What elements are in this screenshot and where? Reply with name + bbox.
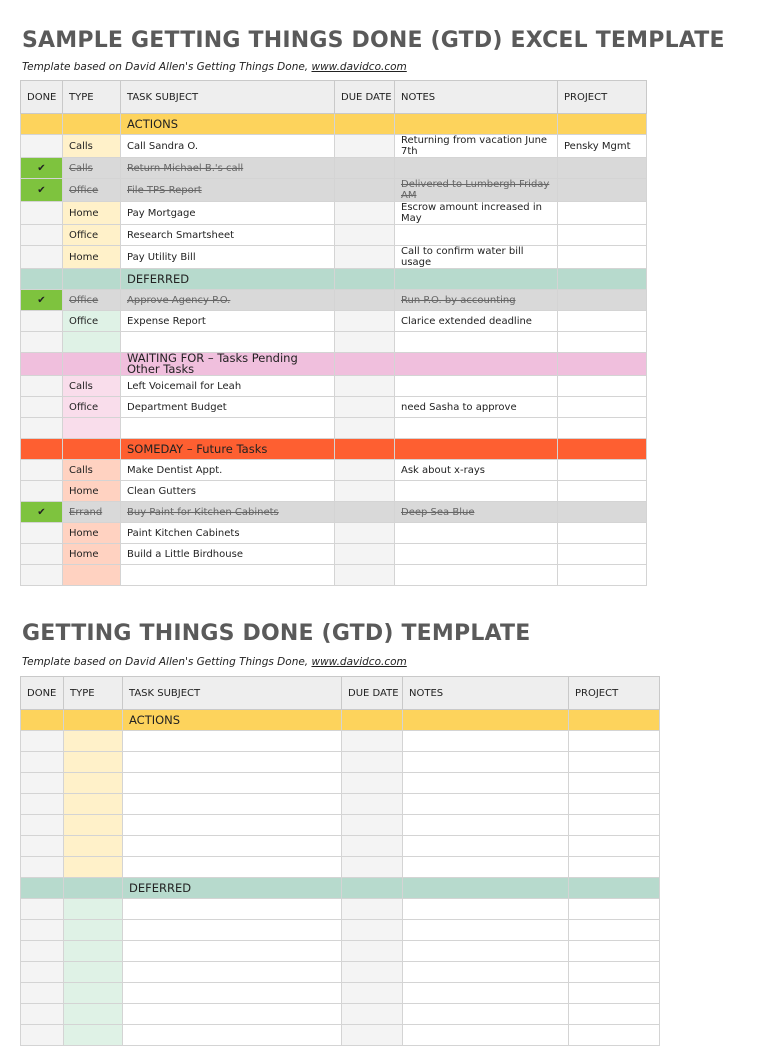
- due-date-cell[interactable]: [342, 857, 403, 878]
- task-subject-cell[interactable]: [121, 332, 335, 353]
- done-cell[interactable]: [21, 752, 64, 773]
- done-cell[interactable]: [21, 523, 63, 544]
- type-cell[interactable]: Office: [63, 311, 121, 332]
- blank-subtitle: [22, 656, 407, 668]
- blank-task-row: [21, 731, 660, 752]
- type-cell[interactable]: Calls: [63, 376, 121, 397]
- header-project: PROJECT: [569, 677, 660, 710]
- task-row: [21, 418, 647, 439]
- blank-task-row: [21, 815, 660, 836]
- project-cell[interactable]: [558, 290, 647, 311]
- task-subject-cell[interactable]: [123, 983, 342, 1004]
- header-type: TYPE: [63, 81, 121, 114]
- done-cell[interactable]: [21, 460, 63, 481]
- section-notes-cell: [403, 710, 569, 731]
- type-cell[interactable]: [64, 752, 123, 773]
- type-cell[interactable]: Home: [63, 202, 121, 225]
- done-cell[interactable]: [21, 962, 64, 983]
- section-label: ACTIONS: [121, 114, 335, 135]
- type-cell[interactable]: Office: [63, 290, 121, 311]
- section-done-cell: [21, 439, 63, 460]
- task-row: [21, 225, 647, 246]
- task-subject-cell[interactable]: [123, 857, 342, 878]
- task-subject-cell[interactable]: Research Smartsheet: [121, 225, 335, 246]
- section-header-deferred: [21, 269, 647, 290]
- type-cell[interactable]: [64, 1004, 123, 1025]
- section-notes-cell: [395, 269, 558, 290]
- type-cell[interactable]: Calls: [63, 158, 121, 179]
- section-project-cell: [569, 710, 660, 731]
- task-subject-cell[interactable]: Make Dentist Appt.: [121, 460, 335, 481]
- project-cell[interactable]: [569, 794, 660, 815]
- section-project-cell: [558, 439, 647, 460]
- project-cell[interactable]: [558, 246, 647, 269]
- done-cell[interactable]: [21, 731, 64, 752]
- notes-cell[interactable]: [403, 815, 569, 836]
- header-task-subject: TASK SUBJECT: [123, 677, 342, 710]
- notes-cell[interactable]: [395, 565, 558, 586]
- task-subject-cell[interactable]: Build a Little Birdhouse: [121, 544, 335, 565]
- done-checkmark[interactable]: ✔: [21, 502, 63, 523]
- done-cell[interactable]: [21, 565, 63, 586]
- due-date-cell[interactable]: [335, 202, 395, 225]
- section-done-cell: [21, 710, 64, 731]
- notes-cell[interactable]: [403, 773, 569, 794]
- section-notes-cell: [395, 439, 558, 460]
- task-subject-cell[interactable]: Clean Gutters: [121, 481, 335, 502]
- due-date-cell[interactable]: [342, 920, 403, 941]
- section-header-deferred: [21, 878, 660, 899]
- header-project: PROJECT: [558, 81, 647, 114]
- project-cell[interactable]: [569, 752, 660, 773]
- done-cell[interactable]: [21, 899, 64, 920]
- section-header-actions: [21, 114, 647, 135]
- notes-cell[interactable]: Delivered to Lumbergh Friday AM: [395, 179, 558, 202]
- notes-cell[interactable]: Clarice extended deadline: [395, 311, 558, 332]
- done-cell[interactable]: [21, 376, 63, 397]
- type-cell[interactable]: [64, 899, 123, 920]
- notes-cell[interactable]: Call to confirm water bill usage: [395, 246, 558, 269]
- done-cell[interactable]: [21, 773, 64, 794]
- section-done-cell: [21, 353, 63, 376]
- type-cell[interactable]: [64, 815, 123, 836]
- done-cell[interactable]: [21, 544, 63, 565]
- done-checkmark[interactable]: ✔: [21, 290, 63, 311]
- blank-task-row: [21, 1025, 660, 1046]
- project-cell[interactable]: [569, 836, 660, 857]
- blank-task-row: [21, 836, 660, 857]
- task-row: [21, 544, 647, 565]
- header-notes: NOTES: [403, 677, 569, 710]
- section-due-cell: [342, 878, 403, 899]
- type-cell[interactable]: Home: [63, 523, 121, 544]
- project-cell[interactable]: [558, 225, 647, 246]
- project-cell[interactable]: [569, 857, 660, 878]
- type-cell[interactable]: Office: [63, 225, 121, 246]
- type-cell[interactable]: [64, 773, 123, 794]
- task-row: [21, 202, 647, 225]
- project-cell[interactable]: [569, 941, 660, 962]
- notes-cell[interactable]: need Sasha to approve: [395, 397, 558, 418]
- task-subject-cell[interactable]: Expense Report: [121, 311, 335, 332]
- notes-cell[interactable]: [403, 920, 569, 941]
- task-subject-cell[interactable]: [123, 899, 342, 920]
- section-project-cell: [558, 114, 647, 135]
- due-date-cell[interactable]: [342, 983, 403, 1004]
- done-cell[interactable]: [21, 1004, 64, 1025]
- due-date-cell[interactable]: [335, 397, 395, 418]
- notes-cell[interactable]: [403, 752, 569, 773]
- task-subject-cell[interactable]: [123, 731, 342, 752]
- notes-cell[interactable]: [403, 941, 569, 962]
- task-row: [21, 523, 647, 544]
- done-cell[interactable]: [21, 983, 64, 1004]
- section-type-cell: [63, 114, 121, 135]
- done-cell[interactable]: [21, 920, 64, 941]
- type-cell[interactable]: [64, 731, 123, 752]
- section-notes-cell: [403, 878, 569, 899]
- due-date-cell[interactable]: [335, 332, 395, 353]
- done-cell[interactable]: [21, 1025, 64, 1046]
- due-date-cell[interactable]: [342, 899, 403, 920]
- type-cell[interactable]: [64, 794, 123, 815]
- header-due-date: DUE DATE: [342, 677, 403, 710]
- due-date-cell[interactable]: [335, 376, 395, 397]
- done-cell[interactable]: [21, 311, 63, 332]
- type-cell[interactable]: [64, 941, 123, 962]
- due-date-cell[interactable]: [342, 731, 403, 752]
- blank-task-row: [21, 899, 660, 920]
- blank-task-row: [21, 920, 660, 941]
- project-cell[interactable]: [569, 773, 660, 794]
- done-cell[interactable]: [21, 332, 63, 353]
- task-row: [21, 376, 647, 397]
- task-subject-cell[interactable]: Approve Agency P.O.: [121, 290, 335, 311]
- section-notes-cell: [395, 353, 558, 376]
- section-header-waiting: [21, 353, 647, 376]
- notes-cell[interactable]: Ask about x-rays: [395, 460, 558, 481]
- blank-task-row: [21, 962, 660, 983]
- due-date-cell[interactable]: [342, 1025, 403, 1046]
- blank-task-row: [21, 857, 660, 878]
- blank-task-row: [21, 1004, 660, 1025]
- project-cell[interactable]: Pensky Mgmt: [558, 135, 647, 158]
- header-notes: NOTES: [395, 81, 558, 114]
- project-cell[interactable]: [569, 1025, 660, 1046]
- header-due-date: DUE DATE: [335, 81, 395, 114]
- section-type-cell: [63, 353, 121, 376]
- project-cell[interactable]: [569, 899, 660, 920]
- due-date-cell[interactable]: [335, 502, 395, 523]
- task-subject-cell[interactable]: [123, 1004, 342, 1025]
- type-cell[interactable]: [63, 332, 121, 353]
- notes-cell[interactable]: [395, 481, 558, 502]
- notes-cell[interactable]: [403, 983, 569, 1004]
- done-cell[interactable]: [21, 135, 63, 158]
- type-cell[interactable]: [63, 565, 121, 586]
- project-cell[interactable]: [569, 962, 660, 983]
- due-date-cell[interactable]: [342, 815, 403, 836]
- subtitle-text: Template based on David Allen's Getting Things Done,: [22, 656, 312, 668]
- notes-cell[interactable]: [403, 836, 569, 857]
- section-label: WAITING FOR – Tasks Pending Other Tasks: [121, 353, 335, 376]
- notes-cell[interactable]: Run P.O. by accounting: [395, 290, 558, 311]
- task-subject-cell[interactable]: Call Sandra O.: [121, 135, 335, 158]
- section-done-cell: [21, 269, 63, 290]
- section-project-cell: [558, 269, 647, 290]
- section-due-cell: [342, 710, 403, 731]
- task-subject-cell[interactable]: Pay Utility Bill: [121, 246, 335, 269]
- type-cell[interactable]: Home: [63, 544, 121, 565]
- task-subject-cell[interactable]: [121, 565, 335, 586]
- project-cell[interactable]: [569, 983, 660, 1004]
- type-cell[interactable]: Office: [63, 179, 121, 202]
- due-date-cell[interactable]: [335, 481, 395, 502]
- davidco-link[interactable]: www.davidco.com: [311, 656, 407, 668]
- done-cell[interactable]: [21, 481, 63, 502]
- due-date-cell[interactable]: [335, 418, 395, 439]
- due-date-cell[interactable]: [342, 773, 403, 794]
- blank-task-row: [21, 983, 660, 1004]
- header-row: [21, 81, 647, 114]
- project-cell[interactable]: [558, 158, 647, 179]
- project-cell[interactable]: [558, 397, 647, 418]
- task-subject-cell[interactable]: File TPS Report: [121, 179, 335, 202]
- notes-cell[interactable]: Deep Sea Blue: [395, 502, 558, 523]
- due-date-cell[interactable]: [335, 246, 395, 269]
- project-cell[interactable]: [558, 502, 647, 523]
- due-date-cell[interactable]: [342, 752, 403, 773]
- sample-title: SAMPLE GETTING THINGS DONE (GTD) EXCEL TEMPLATE: [22, 28, 725, 53]
- done-checkmark[interactable]: ✔: [21, 158, 63, 179]
- notes-cell[interactable]: [395, 376, 558, 397]
- task-subject-cell[interactable]: [123, 920, 342, 941]
- due-date-cell[interactable]: [335, 290, 395, 311]
- header-done: DONE: [21, 677, 64, 710]
- type-cell[interactable]: [64, 836, 123, 857]
- header-type: TYPE: [64, 677, 123, 710]
- type-cell[interactable]: [64, 962, 123, 983]
- due-date-cell[interactable]: [335, 544, 395, 565]
- section-label: DEFERRED: [123, 878, 342, 899]
- task-row: [21, 179, 647, 202]
- due-date-cell[interactable]: [342, 941, 403, 962]
- header-done: DONE: [21, 81, 63, 114]
- project-cell[interactable]: [558, 202, 647, 225]
- task-subject-cell[interactable]: [123, 794, 342, 815]
- done-cell[interactable]: [21, 815, 64, 836]
- project-cell[interactable]: [569, 731, 660, 752]
- section-done-cell: [21, 114, 63, 135]
- section-header-someday: [21, 439, 647, 460]
- sample-gtd-table: [20, 80, 647, 586]
- davidco-link[interactable]: www.davidco.com: [311, 61, 407, 73]
- task-row: [21, 290, 647, 311]
- task-subject-cell[interactable]: Pay Mortgage: [121, 202, 335, 225]
- done-cell[interactable]: [21, 836, 64, 857]
- done-checkmark[interactable]: ✔: [21, 179, 63, 202]
- type-cell[interactable]: Calls: [63, 135, 121, 158]
- task-row: [21, 481, 647, 502]
- task-subject-cell[interactable]: [123, 1025, 342, 1046]
- task-row: [21, 246, 647, 269]
- project-cell[interactable]: [558, 311, 647, 332]
- project-cell[interactable]: [558, 376, 647, 397]
- task-subject-cell[interactable]: [123, 836, 342, 857]
- blank-task-row: [21, 941, 660, 962]
- due-date-cell[interactable]: [335, 135, 395, 158]
- type-cell[interactable]: [63, 418, 121, 439]
- task-row: [21, 397, 647, 418]
- task-row: [21, 502, 647, 523]
- type-cell[interactable]: Calls: [63, 460, 121, 481]
- subtitle-text: Template based on David Allen's Getting Things Done,: [22, 61, 312, 73]
- task-subject-cell[interactable]: [121, 418, 335, 439]
- type-cell[interactable]: Office: [63, 397, 121, 418]
- due-date-cell[interactable]: [342, 962, 403, 983]
- notes-cell[interactable]: [403, 1025, 569, 1046]
- notes-cell[interactable]: [403, 1004, 569, 1025]
- type-cell[interactable]: Errand: [63, 502, 121, 523]
- project-cell[interactable]: [569, 815, 660, 836]
- done-cell[interactable]: [21, 246, 63, 269]
- type-cell[interactable]: [64, 1025, 123, 1046]
- section-due-cell: [335, 269, 395, 290]
- due-date-cell[interactable]: [342, 1004, 403, 1025]
- task-subject-cell[interactable]: Paint Kitchen Cabinets: [121, 523, 335, 544]
- done-cell[interactable]: [21, 794, 64, 815]
- notes-cell[interactable]: [403, 794, 569, 815]
- task-subject-cell[interactable]: [123, 941, 342, 962]
- section-type-cell: [64, 710, 123, 731]
- blank-title: GETTING THINGS DONE (GTD) TEMPLATE: [22, 621, 531, 646]
- task-subject-cell[interactable]: [123, 752, 342, 773]
- project-cell[interactable]: [558, 179, 647, 202]
- project-cell[interactable]: [569, 1004, 660, 1025]
- due-date-cell[interactable]: [335, 565, 395, 586]
- blank-task-row: [21, 773, 660, 794]
- task-subject-cell[interactable]: Department Budget: [121, 397, 335, 418]
- due-date-cell[interactable]: [335, 225, 395, 246]
- project-cell[interactable]: [569, 920, 660, 941]
- project-cell[interactable]: [558, 332, 647, 353]
- task-subject-cell[interactable]: [123, 773, 342, 794]
- project-cell[interactable]: [558, 565, 647, 586]
- section-project-cell: [569, 878, 660, 899]
- notes-cell[interactable]: [395, 158, 558, 179]
- due-date-cell[interactable]: [335, 311, 395, 332]
- due-date-cell[interactable]: [335, 460, 395, 481]
- blank-gtd-table: [20, 676, 660, 1046]
- project-cell[interactable]: [558, 544, 647, 565]
- sample-subtitle: [22, 61, 407, 73]
- notes-cell[interactable]: [395, 544, 558, 565]
- project-cell[interactable]: [558, 418, 647, 439]
- type-cell[interactable]: Home: [63, 481, 121, 502]
- section-type-cell: [63, 269, 121, 290]
- due-date-cell[interactable]: [342, 836, 403, 857]
- notes-cell[interactable]: [403, 899, 569, 920]
- notes-cell[interactable]: [403, 731, 569, 752]
- due-date-cell[interactable]: [335, 179, 395, 202]
- section-project-cell: [558, 353, 647, 376]
- project-cell[interactable]: [558, 460, 647, 481]
- project-cell[interactable]: [558, 481, 647, 502]
- section-notes-cell: [395, 114, 558, 135]
- task-subject-cell[interactable]: Buy Paint for Kitchen Cabinets: [121, 502, 335, 523]
- notes-cell[interactable]: Returning from vacation June 7th: [395, 135, 558, 158]
- notes-cell[interactable]: Escrow amount increased in May: [395, 202, 558, 225]
- notes-cell[interactable]: [395, 332, 558, 353]
- task-row: [21, 565, 647, 586]
- blank-task-row: [21, 752, 660, 773]
- due-date-cell[interactable]: [335, 523, 395, 544]
- project-cell[interactable]: [558, 523, 647, 544]
- notes-cell[interactable]: [395, 523, 558, 544]
- section-label: SOMEDAY – Future Tasks: [121, 439, 335, 460]
- done-cell[interactable]: [21, 857, 64, 878]
- section-header-actions: [21, 710, 660, 731]
- notes-cell[interactable]: [395, 418, 558, 439]
- section-type-cell: [64, 878, 123, 899]
- type-cell[interactable]: Home: [63, 246, 121, 269]
- section-due-cell: [335, 353, 395, 376]
- blank-task-row: [21, 794, 660, 815]
- section-due-cell: [335, 439, 395, 460]
- done-cell[interactable]: [21, 225, 63, 246]
- section-done-cell: [21, 878, 64, 899]
- done-cell[interactable]: [21, 418, 63, 439]
- due-date-cell[interactable]: [342, 794, 403, 815]
- done-cell[interactable]: [21, 941, 64, 962]
- type-cell[interactable]: [64, 983, 123, 1004]
- section-due-cell: [335, 114, 395, 135]
- section-type-cell: [63, 439, 121, 460]
- header-row: [21, 677, 660, 710]
- section-label: ACTIONS: [123, 710, 342, 731]
- done-cell[interactable]: [21, 397, 63, 418]
- task-subject-cell[interactable]: Return Michael B.'s call: [121, 158, 335, 179]
- task-row: [21, 460, 647, 481]
- type-cell[interactable]: [64, 920, 123, 941]
- task-row: [21, 332, 647, 353]
- due-date-cell[interactable]: [335, 158, 395, 179]
- section-label: DEFERRED: [121, 269, 335, 290]
- notes-cell[interactable]: [403, 962, 569, 983]
- notes-cell[interactable]: [395, 225, 558, 246]
- task-subject-cell[interactable]: [123, 815, 342, 836]
- done-cell[interactable]: [21, 202, 63, 225]
- task-row: [21, 311, 647, 332]
- header-task-subject: TASK SUBJECT: [121, 81, 335, 114]
- task-row: [21, 135, 647, 158]
- task-subject-cell[interactable]: [123, 962, 342, 983]
- notes-cell[interactable]: [403, 857, 569, 878]
- task-subject-cell[interactable]: Left Voicemail for Leah: [121, 376, 335, 397]
- type-cell[interactable]: [64, 857, 123, 878]
- task-row: [21, 158, 647, 179]
